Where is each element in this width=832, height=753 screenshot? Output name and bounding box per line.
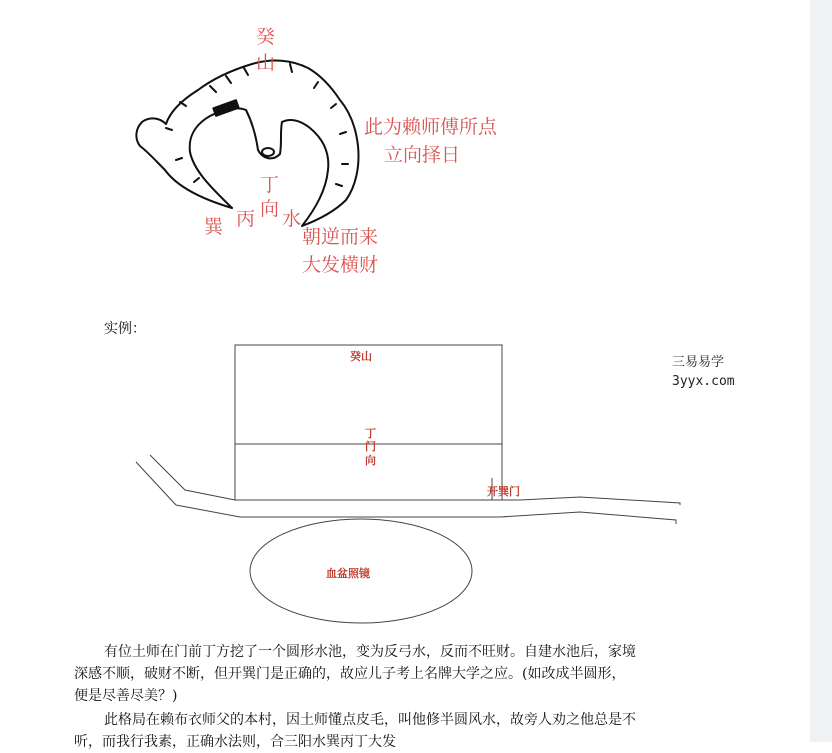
paragraph-line-3: 便是尽善尽美？) [74,688,178,704]
plan-label-gate: 开巽门 [487,485,520,498]
sketch-label-shan: 山 [256,52,276,74]
sketch-note-right-1: 此为赖师傅所点 [364,116,498,138]
sketch-note-bottom-1: 朝逆而来 [302,226,379,248]
sketch-label-shui: 水 [282,208,302,230]
plan-label-men: 门 [365,440,376,453]
example-heading: 实例： [104,321,146,337]
road-edge-lower [136,462,676,524]
watermark-url: 3yyx.com [672,374,735,389]
plan-label-xiang: 向 [365,454,376,467]
watermark-title: 三易易学 [672,355,725,370]
plan-building [235,345,502,500]
paragraph-line-2: 深感不顺，破财不断，但开巽门是正确的，故应儿子考上名牌大学之应。(如改成半圆形， [74,666,626,682]
plan-label-guishan: 癸山 [350,350,372,363]
sketch-label-bing: 丙 [236,208,256,230]
sketch-label-xiang: 向 [260,198,280,220]
plan-label-pond: 血盆照镜 [326,567,370,580]
paragraph-line-1: 有位土师在门前丁方挖了一个圆形水池，变为反弓水，反而不旺财。自建水池后，家境 [104,644,636,660]
plan-label-ding: 丁 [365,427,376,440]
sketch-note-right-2: 立向择日 [384,144,461,166]
sketch-label-xun: 巽 [204,216,224,238]
sketch-label-ding: 丁 [260,174,280,196]
paragraph-line-4: 此格局在赖布衣师父的本村，因土师懂点皮毛，叫他修半圆风水，故旁人劝之他总是不 [104,712,636,728]
sketch-label-gui: 癸 [256,26,276,48]
road-edge-upper [150,455,680,505]
paragraph-line-5: 听，而我行我素，正确水法则，合三阳水巽丙丁大发 [74,734,396,750]
sketch-note-bottom-2: 大发横财 [302,254,379,276]
